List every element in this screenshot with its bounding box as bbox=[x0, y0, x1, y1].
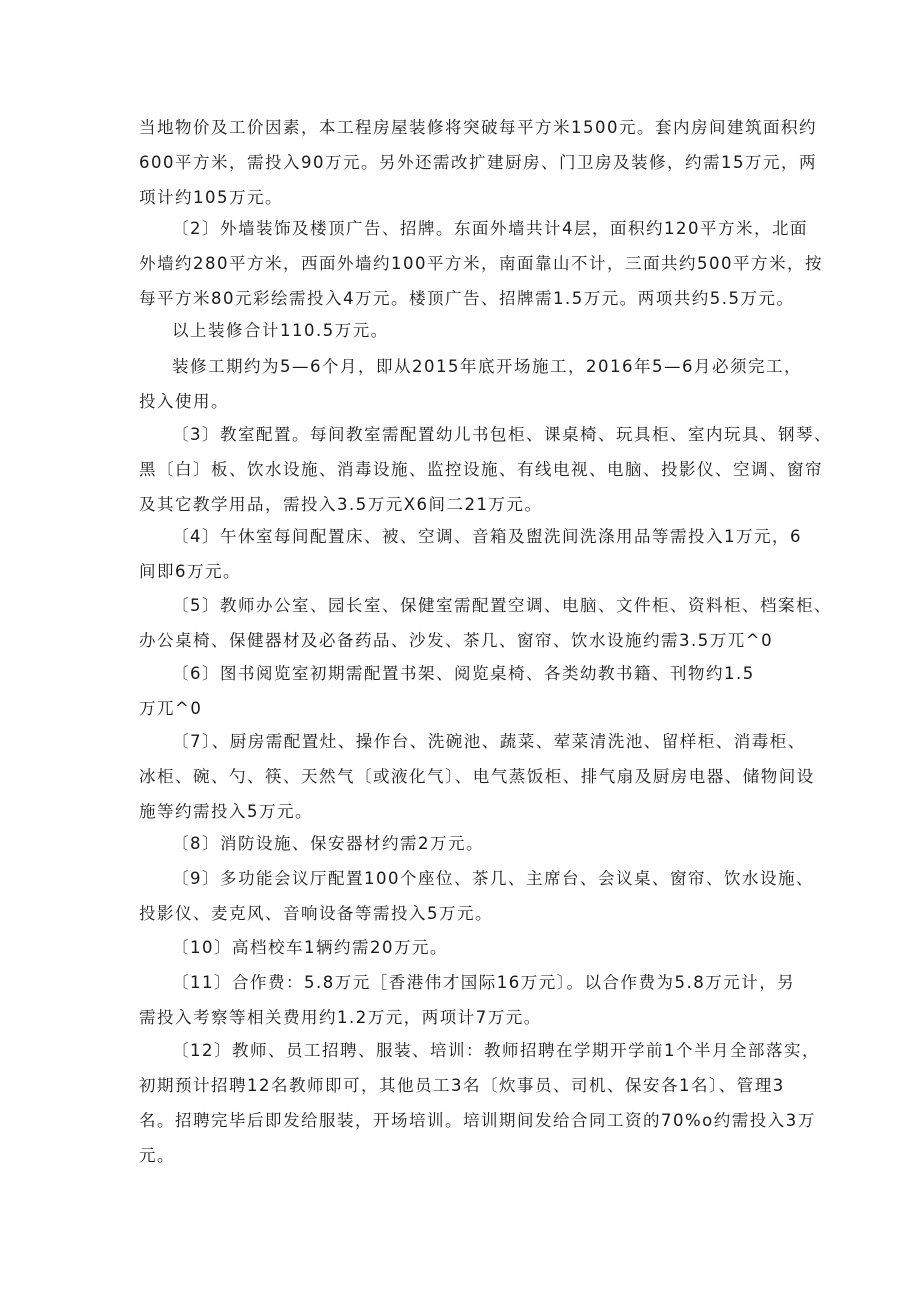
paragraph-schedule bbox=[139, 349, 802, 419]
text-line: 外墙约280平方米，西面外墙约100平方米，南面靠山不计，三面共约500平方米，按 bbox=[139, 254, 823, 273]
text-line: 〔9〕多功能会议厅配置100个座位、茶几、主席台、会议桌、窗帘、饮水设施、 bbox=[172, 869, 814, 888]
text-line: 需投入考察等相关费用约1.2万元，两项计7万元。 bbox=[139, 1008, 542, 1027]
text-line: 〔5〕教师办公室、园长室、保健室需配置空调、电脑、文件柜、资料柜、档案柜、 bbox=[172, 596, 832, 615]
text-line: 〔11〕合作费：5.8万元［香港伟才国际16万元〕。以合作费为5.8万元计，另 bbox=[172, 973, 796, 992]
text-line: 项计约105万元。 bbox=[139, 188, 283, 207]
text-line: 〔6〕图书阅览室初期需配置书架、阅览桌椅、各类幼教书籍、刊物约1.5 bbox=[172, 664, 755, 683]
text-line: 施等约需投入5万元。 bbox=[139, 802, 313, 821]
text-line: 600平方米，需投入90万元。另外还需改扩建厨房、门卫房及装修，约需15万元，两 bbox=[139, 153, 817, 172]
text-line: 当地物价及工价因素，本工程房屋装修将突破每平方米1500元。套内房间建筑面积约 bbox=[139, 118, 817, 137]
text-line: 〔7〕、厨房需配置灶、操作台、洗碗池、蔬菜、荤菜清洗池、留样柜、消毒柜、 bbox=[172, 732, 806, 751]
text-line: 每平方米80元彩绘需投入4万元。楼顶广告、招牌需1.5万元。两项共约5.5万元。 bbox=[139, 289, 795, 308]
paragraph-renovation-total bbox=[139, 313, 799, 348]
text-line: 万兀^0 bbox=[139, 699, 203, 718]
text-line: 以上装修合计110.5万元。 bbox=[172, 321, 389, 340]
paragraph-item-4 bbox=[139, 519, 802, 589]
paragraph-item-5 bbox=[139, 588, 832, 658]
text-line: 投入使用。 bbox=[139, 392, 229, 411]
text-line: 冰柜、碗、勺、筷、天然气〔或液化气〕、电气蒸饭柜、排气扇及厨房电器、储物间设 bbox=[139, 767, 815, 786]
paragraph-item-2 bbox=[139, 211, 823, 316]
text-line: 投影仪、麦克风、音响设备等需投入5万元。 bbox=[139, 904, 493, 923]
text-line: 间即6万元。 bbox=[139, 562, 241, 581]
text-line: 元。 bbox=[139, 1146, 175, 1165]
paragraph-item-6 bbox=[139, 656, 799, 726]
paragraph-item-10 bbox=[139, 930, 799, 965]
text-line: 〔4〕午休室每间配置床、被、空调、音箱及盥洗间洗涤用品等需投入1万元，6 bbox=[172, 527, 802, 546]
paragraph-item-3 bbox=[139, 417, 832, 522]
paragraph-item-7 bbox=[139, 724, 815, 829]
text-line: 初期预计招聘12名教师即可，其他员工3名〔炊事员、司机、保安各1名〕、管理3 bbox=[139, 1076, 785, 1095]
paragraph-item-8 bbox=[139, 826, 799, 861]
text-line: 名。招聘完毕后即发给服装，开场培训。培训期间发给合同工资的70%o约需投入3万 bbox=[139, 1111, 816, 1130]
text-line: 及其它教学用品，需投入3.5万元X6间二21万元。 bbox=[139, 495, 543, 514]
text-line: 黑〔白〕板、饮水设施、消毒设施、监控设施、有线电视、电脑、投影仪、空调、窗帘 bbox=[139, 460, 823, 479]
paragraph-item-12 bbox=[139, 1033, 820, 1173]
text-line: 〔2〕外墙装饰及楼顶广告、招牌。东面外墙共计4层，面积约120平方米，北面 bbox=[172, 219, 808, 238]
paragraph-item-9 bbox=[139, 861, 814, 931]
paragraph-renovation-cost bbox=[139, 110, 817, 215]
text-line: 装修工期约为5—6个月，即从2015年底开场施工，2016年5—6月必须完工， bbox=[172, 357, 802, 376]
text-line: 办公桌椅、保健器材及必备药品、沙发、茶几、窗帘、饮水设施约需3.5万兀^0 bbox=[139, 631, 774, 650]
paragraph-item-11 bbox=[139, 965, 799, 1035]
text-line: 〔3〕教室配置。每间教室需配置幼儿书包柜、课桌椅、玩具柜、室内玩具、钢琴、 bbox=[172, 425, 832, 444]
text-line: 〔12〕教师、员工招聘、服装、培训：教师招聘在学期开学前1个半月全部落实， bbox=[172, 1041, 820, 1060]
text-line: 〔10〕高档校车1辆约需20万元。 bbox=[172, 938, 448, 957]
text-line: 〔8〕消防设施、保安器材约需2万元。 bbox=[172, 834, 484, 853]
